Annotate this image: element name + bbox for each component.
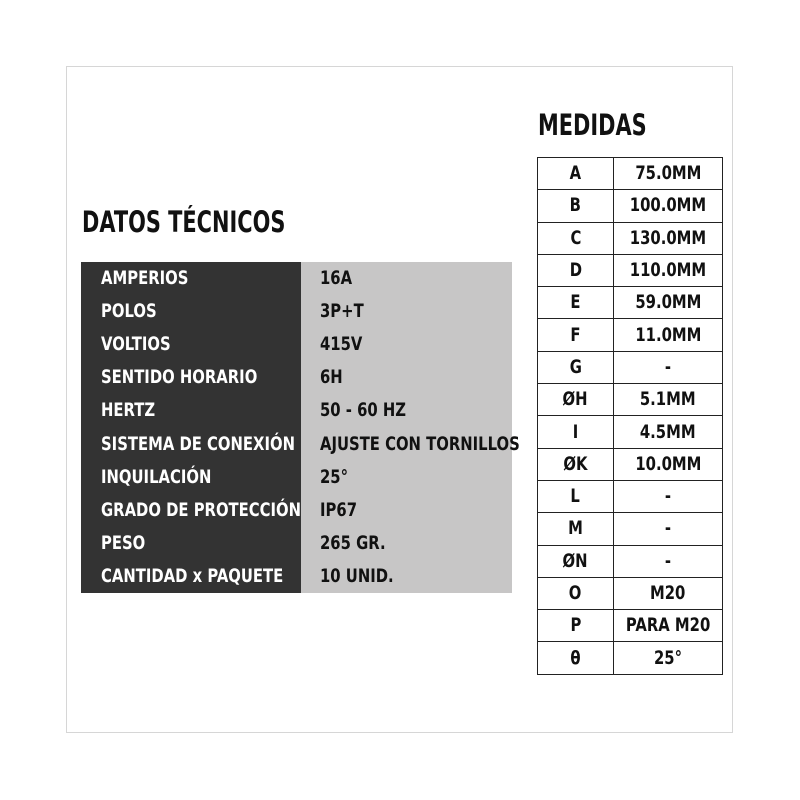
medida-value: PARA M20 bbox=[614, 610, 723, 642]
medida-value: 130.0MM bbox=[614, 222, 723, 254]
medida-key: B bbox=[538, 190, 614, 222]
datos-label: VOLTIOS bbox=[101, 333, 171, 356]
table-row bbox=[538, 319, 723, 351]
medidas-title: MEDIDAS bbox=[538, 108, 647, 142]
datos-value: 3P+T bbox=[320, 300, 364, 323]
datos-label: CANTIDAD x PAQUETE bbox=[101, 564, 284, 587]
medida-value: - bbox=[614, 351, 723, 383]
medida-key: F bbox=[538, 319, 614, 351]
datos-tecnicos-title: DATOS TÉCNICOS bbox=[82, 205, 286, 239]
table-row bbox=[538, 384, 723, 416]
datos-label: PESO bbox=[101, 531, 146, 554]
datos-tecnicos-table bbox=[81, 262, 520, 593]
table-row bbox=[538, 610, 723, 642]
medida-value: 25° bbox=[614, 642, 723, 674]
datos-value: 50 - 60 HZ bbox=[320, 399, 407, 422]
datos-label: AMPERIOS bbox=[101, 267, 189, 290]
medida-value: M20 bbox=[614, 577, 723, 609]
medida-key: I bbox=[538, 416, 614, 448]
datos-label: HERTZ bbox=[101, 399, 156, 422]
medidas-table bbox=[537, 157, 723, 675]
medida-key: E bbox=[538, 287, 614, 319]
medida-key: P bbox=[538, 610, 614, 642]
medida-key: O bbox=[538, 577, 614, 609]
datos-label: GRADO DE PROTECCIÓN bbox=[101, 498, 302, 521]
medida-value: - bbox=[614, 545, 723, 577]
medida-key: C bbox=[538, 222, 614, 254]
medida-value: 10.0MM bbox=[614, 448, 723, 480]
table-row bbox=[538, 158, 723, 190]
datos-value: 415V bbox=[320, 333, 363, 356]
datos-label: INQUILACIÓN bbox=[101, 465, 212, 488]
medida-key: ØK bbox=[538, 448, 614, 480]
table-row bbox=[538, 513, 723, 545]
medida-value: - bbox=[614, 480, 723, 512]
medida-value: 11.0MM bbox=[614, 319, 723, 351]
table-row bbox=[538, 642, 723, 674]
datos-values-column bbox=[301, 262, 520, 593]
medida-key: M bbox=[538, 513, 614, 545]
table-row bbox=[538, 287, 723, 319]
medida-key: D bbox=[538, 254, 614, 286]
datos-value: 10 UNID. bbox=[320, 564, 394, 587]
medida-key: ØN bbox=[538, 545, 614, 577]
datos-labels-column bbox=[81, 262, 301, 593]
table-row bbox=[538, 222, 723, 254]
medida-value: 75.0MM bbox=[614, 158, 723, 190]
table-row bbox=[538, 416, 723, 448]
medida-value: 59.0MM bbox=[614, 287, 723, 319]
table-row bbox=[538, 351, 723, 383]
datos-value: 265 GR. bbox=[320, 531, 386, 554]
table-row bbox=[538, 480, 723, 512]
medida-value: 4.5MM bbox=[614, 416, 723, 448]
datos-value: 16A bbox=[320, 267, 353, 290]
table-row bbox=[538, 448, 723, 480]
medida-key: G bbox=[538, 351, 614, 383]
table-row bbox=[538, 545, 723, 577]
table-row bbox=[538, 577, 723, 609]
datos-label: SISTEMA DE CONEXIÓN bbox=[101, 432, 296, 455]
medida-value: 5.1MM bbox=[614, 384, 723, 416]
datos-label: SENTIDO HORARIO bbox=[101, 366, 258, 389]
datos-value: 6H bbox=[320, 366, 343, 389]
medida-key: ØH bbox=[538, 384, 614, 416]
medida-value: 110.0MM bbox=[614, 254, 723, 286]
datos-label: POLOS bbox=[101, 300, 157, 323]
medida-value: - bbox=[614, 513, 723, 545]
table-row bbox=[538, 254, 723, 286]
table-row bbox=[538, 190, 723, 222]
medida-key: θ bbox=[538, 642, 614, 674]
datos-value: 25° bbox=[320, 465, 349, 488]
medida-key: A bbox=[538, 158, 614, 190]
medida-key: L bbox=[538, 480, 614, 512]
medida-value: 100.0MM bbox=[614, 190, 723, 222]
datos-value: AJUSTE CON TORNILLOS bbox=[320, 432, 520, 455]
datos-value: IP67 bbox=[320, 498, 358, 521]
